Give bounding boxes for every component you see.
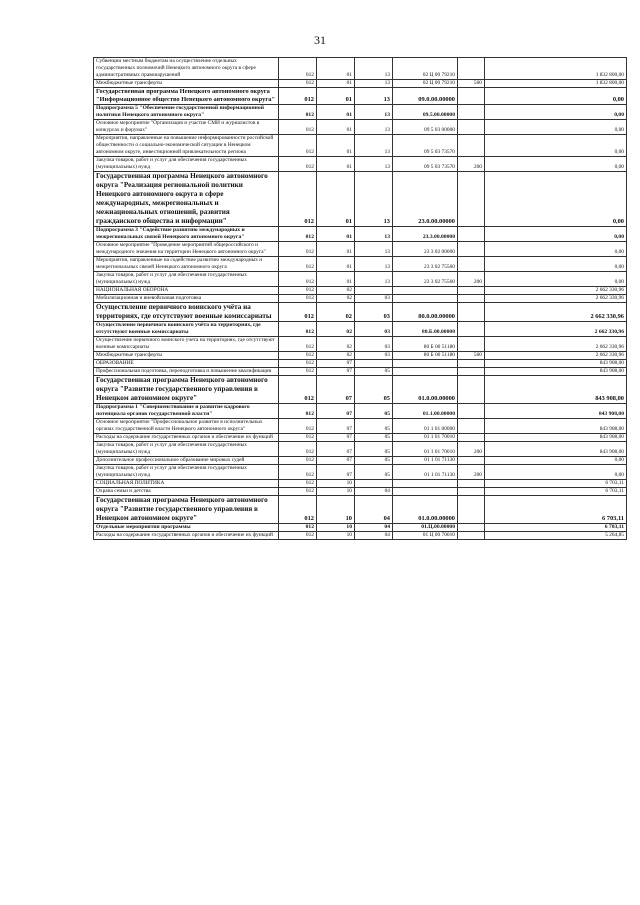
amount-cell: 0,00 (485, 172, 627, 227)
row-name-cell: Расходы на содержание государственных органов и обеспечение их функций (94, 434, 279, 442)
subsection-code-cell: 05 (355, 376, 393, 404)
amount-cell: 6 703,11 (485, 496, 627, 524)
target-article-cell: 80.0.00.00000 (393, 303, 458, 322)
table-row (94, 404, 627, 419)
amount-cell: 2 662 330,96 (485, 303, 627, 322)
amount-cell: 6 703,11 (485, 488, 627, 496)
amount-cell: 0,00 (485, 88, 627, 105)
expense-type-cell (458, 496, 485, 524)
expense-type-cell: 500 (458, 352, 485, 360)
subsection-code-cell: 05 (355, 419, 393, 434)
expense-type-cell (458, 322, 485, 337)
subsection-code-cell: 13 (355, 157, 393, 172)
target-article-cell: 23 3 02 75560 (393, 272, 458, 287)
row-name-cell: Подпрограмма 3 "Содействие развитию международных и межрегиональных связей Ненецкого автономного округа" (94, 227, 279, 242)
expense-type-cell (458, 227, 485, 242)
row-name-cell: Государственная программа Ненецкого автономного округа "Реализация региональной политики Ненецкого автономного округа в сфере международных, межрегиональных и межнациональных отношений, развития гражданского общества и информации" (94, 172, 279, 227)
section-code-cell: 02 (317, 303, 355, 322)
subsection-code-cell: 13 (355, 257, 393, 272)
ministry-code-cell: 012 (279, 488, 317, 496)
amount-cell: 6 703,11 (485, 524, 627, 532)
target-article-cell: 09 5 03 73570 (393, 157, 458, 172)
amount-cell: 1 832 800,00 (485, 58, 627, 80)
section-code-cell: 02 (317, 337, 355, 352)
ministry-code-cell: 012 (279, 295, 317, 303)
section-code-cell: 07 (317, 457, 355, 465)
target-article-cell: 01.0.00.00000 (393, 376, 458, 404)
target-article-cell (393, 295, 458, 303)
subsection-code-cell: 13 (355, 80, 393, 88)
table-row (94, 88, 627, 105)
subsection-code-cell: 04 (355, 532, 393, 540)
table-row (94, 157, 627, 172)
section-code-cell: 07 (317, 368, 355, 376)
section-code-cell: 07 (317, 419, 355, 434)
expense-type-cell (458, 172, 485, 227)
ministry-code-cell: 012 (279, 352, 317, 360)
target-article-cell: 09.5.00.00000 (393, 105, 458, 120)
row-name-cell: Осуществление первичного воинского учета на территориях, где отсутствуют военные комиссариаты (94, 337, 279, 352)
subsection-code-cell (355, 287, 393, 295)
subsection-code-cell (355, 360, 393, 368)
subsection-code-cell: 13 (355, 105, 393, 120)
table-row (94, 496, 627, 524)
table-row (94, 257, 627, 272)
target-article-cell: 09.0.00.00000 (393, 88, 458, 105)
ministry-code-cell: 012 (279, 419, 317, 434)
table-row (94, 376, 627, 404)
table-row (94, 172, 627, 227)
target-article-cell (393, 368, 458, 376)
ministry-code-cell: 012 (279, 88, 317, 105)
section-code-cell: 10 (317, 488, 355, 496)
ministry-code-cell: 012 (279, 135, 317, 157)
target-article-cell: 01 Ц 00 70010 (393, 532, 458, 540)
row-name-cell: Основное мероприятие "Профессиональное развитие в исполнительных органах государственной власти Ненецкого автономного округа" (94, 419, 279, 434)
table-row (94, 120, 627, 135)
amount-cell: 2 662 330,96 (485, 322, 627, 337)
amount-cell: 843 908,00 (485, 442, 627, 457)
subsection-code-cell: 03 (355, 322, 393, 337)
page-number: 31 (314, 33, 326, 47)
ministry-code-cell: 012 (279, 337, 317, 352)
target-article-cell: 23 3 02 75560 (393, 257, 458, 272)
section-code-cell: 07 (317, 434, 355, 442)
expense-type-cell (458, 337, 485, 352)
expense-type-cell (458, 488, 485, 496)
row-name-cell: Дополнительное профессиональное образование мировых судей (94, 457, 279, 465)
subsection-code-cell: 13 (355, 272, 393, 287)
row-name-cell: НАЦИОНАЛЬНАЯ ОБОРОНА (94, 287, 279, 295)
target-article-cell: 01 1 01 71130 (393, 465, 458, 480)
row-name-cell: Закупка товаров, работ и услуг для обеспечения государственных (муниципальных) нужд (94, 272, 279, 287)
subsection-code-cell: 04 (355, 488, 393, 496)
section-code-cell: 01 (317, 242, 355, 257)
row-name-cell: Государственная программа Ненецкого автономного округа "Развитие государственного управления в Ненецком автономном округе" (94, 496, 279, 524)
section-code-cell: 10 (317, 524, 355, 532)
target-article-cell: 01 1 01 71130 (393, 457, 458, 465)
table-row (94, 80, 627, 88)
table-row (94, 337, 627, 352)
amount-cell: 0,00 (485, 105, 627, 120)
table-row (94, 295, 627, 303)
expense-type-cell: 200 (458, 272, 485, 287)
row-name-cell: Закупка товаров, работ и услуг для обеспечения государственных (муниципальных) нужд (94, 465, 279, 480)
expense-type-cell (458, 360, 485, 368)
row-name-cell: Государственная программа Ненецкого автономного округа "Развитие государственного управления в Ненецком автономном округе" (94, 376, 279, 404)
amount-cell: 0,00 (485, 227, 627, 242)
row-name-cell: Подпрограмма 5 "Обеспечение государственной информационной политики Ненецкого автономного округа" (94, 105, 279, 120)
subsection-code-cell: 05 (355, 368, 393, 376)
subsection-code-cell: 03 (355, 352, 393, 360)
expense-type-cell (458, 532, 485, 540)
budget-table-body (94, 58, 627, 540)
section-code-cell: 01 (317, 157, 355, 172)
target-article-cell (393, 488, 458, 496)
ministry-code-cell: 012 (279, 360, 317, 368)
table-row (94, 457, 627, 465)
target-article-cell: 01.0.00.00000 (393, 496, 458, 524)
subsection-code-cell: 03 (355, 295, 393, 303)
expense-type-cell (458, 120, 485, 135)
ministry-code-cell: 012 (279, 227, 317, 242)
section-code-cell: 01 (317, 172, 355, 227)
section-code-cell: 02 (317, 287, 355, 295)
table-row (94, 303, 627, 322)
section-code-cell: 01 (317, 227, 355, 242)
row-name-cell: Мобилизационная и вневойсковая подготовка (94, 295, 279, 303)
row-name-cell: Отдельные мероприятия программы (94, 524, 279, 532)
expense-type-cell (458, 404, 485, 419)
section-code-cell: 01 (317, 80, 355, 88)
subsection-code-cell: 13 (355, 242, 393, 257)
row-name-cell: Закупка товаров, работ и услуг для обеспечения государственных (муниципальных) нужд (94, 442, 279, 457)
subsection-code-cell: 13 (355, 172, 393, 227)
ministry-code-cell: 012 (279, 404, 317, 419)
table-row (94, 488, 627, 496)
amount-cell: 843 908,00 (485, 376, 627, 404)
ministry-code-cell: 012 (279, 105, 317, 120)
amount-cell: 0,00 (485, 257, 627, 272)
section-code-cell: 07 (317, 465, 355, 480)
amount-cell: 0,00 (485, 120, 627, 135)
table-row (94, 419, 627, 434)
table-row (94, 465, 627, 480)
subsection-code-cell: 13 (355, 227, 393, 242)
amount-cell: 0,00 (485, 272, 627, 287)
section-code-cell: 01 (317, 257, 355, 272)
row-name-cell: Осуществление первичного воинского учёта на территориях, где отсутствуют военные комиссариаты (94, 322, 279, 337)
expense-type-cell (458, 303, 485, 322)
amount-cell: 2 662 330,96 (485, 352, 627, 360)
ministry-code-cell: 012 (279, 496, 317, 524)
amount-cell: 843 908,00 (485, 419, 627, 434)
expense-type-cell (458, 524, 485, 532)
subsection-code-cell: 13 (355, 120, 393, 135)
amount-cell: 843 908,00 (485, 360, 627, 368)
ministry-code-cell: 012 (279, 532, 317, 540)
expense-type-cell: 200 (458, 465, 485, 480)
table-row (94, 532, 627, 540)
expense-type-cell (458, 257, 485, 272)
section-code-cell: 07 (317, 442, 355, 457)
row-name-cell: Профессиональная подготовка, переподготовка и повышение квалификации (94, 368, 279, 376)
target-article-cell: 23 3 02 00000 (393, 242, 458, 257)
target-article-cell: 80 Б 00 51180 (393, 352, 458, 360)
expense-type-cell: 500 (458, 80, 485, 88)
target-article-cell: 01 1 01 70010 (393, 434, 458, 442)
table-row (94, 272, 627, 287)
amount-cell: 843 908,00 (485, 404, 627, 419)
section-code-cell: 02 (317, 295, 355, 303)
amount-cell: 0,00 (485, 135, 627, 157)
table-row (94, 58, 627, 80)
ministry-code-cell: 012 (279, 322, 317, 337)
section-code-cell: 01 (317, 88, 355, 105)
ministry-code-cell: 012 (279, 457, 317, 465)
expense-type-cell (458, 242, 485, 257)
amount-cell: 5 264,85 (485, 532, 627, 540)
section-code-cell: 07 (317, 404, 355, 419)
target-article-cell: 01 1 01 70010 (393, 442, 458, 457)
section-code-cell: 07 (317, 360, 355, 368)
table-row (94, 287, 627, 295)
row-name-cell: СОЦИАЛЬНАЯ ПОЛИТИКА (94, 480, 279, 488)
target-article-cell: 01.Ц.00.00000 (393, 524, 458, 532)
expense-type-cell: 200 (458, 442, 485, 457)
amount-cell: 2 662 330,96 (485, 295, 627, 303)
subsection-code-cell (355, 480, 393, 488)
row-name-cell: Субвенции местным бюджетам на осуществление отдельных государственных полномочий Ненецкого автономного округа в сфере административных правонарушений (94, 58, 279, 80)
subsection-code-cell: 05 (355, 457, 393, 465)
section-code-cell: 07 (317, 376, 355, 404)
ministry-code-cell: 012 (279, 58, 317, 80)
expense-type-cell (458, 58, 485, 80)
expense-type-cell (458, 88, 485, 105)
ministry-code-cell: 012 (279, 524, 317, 532)
target-article-cell: 01 1 01 00000 (393, 419, 458, 434)
table-row (94, 322, 627, 337)
row-name-cell: Охрана семьи и детства (94, 488, 279, 496)
expense-type-cell (458, 480, 485, 488)
expense-type-cell (458, 457, 485, 465)
expense-type-cell: 200 (458, 157, 485, 172)
table-row (94, 105, 627, 120)
expense-type-cell (458, 368, 485, 376)
row-name-cell: Межбюджетные трансферты (94, 352, 279, 360)
target-article-cell: 23.3.00.00000 (393, 227, 458, 242)
target-article-cell: 02 Ц 00 79210 (393, 80, 458, 88)
subsection-code-cell: 05 (355, 404, 393, 419)
table-row (94, 242, 627, 257)
row-name-cell: Подпрограмма 1 "Совершенствование и развитие кадрового потенциала органов государственной власти" (94, 404, 279, 419)
section-code-cell: 02 (317, 352, 355, 360)
expense-type-cell (458, 105, 485, 120)
target-article-cell: 09 5 03 73570 (393, 135, 458, 157)
ministry-code-cell: 012 (279, 368, 317, 376)
section-code-cell: 10 (317, 496, 355, 524)
section-code-cell: 01 (317, 135, 355, 157)
row-name-cell: Мероприятия, направленные на повышение информированности российской общественности о социально-экономической ситуации в Ненецком автономном округе, инвестиционной привлекательности региона (94, 135, 279, 157)
subsection-code-cell: 05 (355, 465, 393, 480)
row-name-cell: Осуществление первичного воинского учёта на территориях, где отсутствуют военные комиссариаты (94, 303, 279, 322)
row-name-cell: Расходы на содержание государственных органов и обеспечение их функций (94, 532, 279, 540)
table-row (94, 368, 627, 376)
subsection-code-cell: 03 (355, 303, 393, 322)
amount-cell: 0,00 (485, 465, 627, 480)
ministry-code-cell: 012 (279, 434, 317, 442)
row-name-cell: ОБРАЗОВАНИЕ (94, 360, 279, 368)
ministry-code-cell: 012 (279, 303, 317, 322)
table-row (94, 480, 627, 488)
ministry-code-cell: 012 (279, 272, 317, 287)
subsection-code-cell: 04 (355, 524, 393, 532)
row-name-cell: Основное мероприятие "Организация и участие СМИ и журналистов в конкурсах и форумах" (94, 120, 279, 135)
subsection-code-cell: 13 (355, 58, 393, 80)
ministry-code-cell: 012 (279, 157, 317, 172)
target-article-cell: 02 Ц 00 79210 (393, 58, 458, 80)
table-row (94, 227, 627, 242)
section-code-cell: 01 (317, 105, 355, 120)
amount-cell: 2 662 330,96 (485, 337, 627, 352)
target-article-cell (393, 360, 458, 368)
ministry-code-cell: 012 (279, 465, 317, 480)
amount-cell: 843 908,00 (485, 434, 627, 442)
row-name-cell: Мероприятия, направленные на содействие развитию международных и межрегиональных связей Ненецкого автономного округа (94, 257, 279, 272)
target-article-cell: 80 Б 00 51180 (393, 337, 458, 352)
expense-type-cell (458, 287, 485, 295)
subsection-code-cell: 05 (355, 442, 393, 457)
expense-type-cell (458, 419, 485, 434)
ministry-code-cell: 012 (279, 80, 317, 88)
ministry-code-cell: 012 (279, 172, 317, 227)
expense-type-cell (458, 295, 485, 303)
subsection-code-cell: 13 (355, 88, 393, 105)
section-code-cell: 10 (317, 532, 355, 540)
subsection-code-cell: 04 (355, 496, 393, 524)
amount-cell: 2 662 330,96 (485, 287, 627, 295)
ministry-code-cell: 012 (279, 376, 317, 404)
amount-cell: 6 703,11 (485, 480, 627, 488)
target-article-cell: 09 5 03 00000 (393, 120, 458, 135)
row-name-cell: Закупка товаров, работ и услуг для обеспечения государственных (муниципальных) нужд (94, 157, 279, 172)
ministry-code-cell: 012 (279, 242, 317, 257)
expense-type-cell (458, 376, 485, 404)
target-article-cell: 23.0.00.00000 (393, 172, 458, 227)
target-article-cell (393, 480, 458, 488)
ministry-code-cell: 012 (279, 480, 317, 488)
subsection-code-cell: 13 (355, 135, 393, 157)
section-code-cell: 01 (317, 272, 355, 287)
section-code-cell: 10 (317, 480, 355, 488)
section-code-cell: 01 (317, 58, 355, 80)
expense-type-cell (458, 434, 485, 442)
target-article-cell: 01.1.00.00000 (393, 404, 458, 419)
subsection-code-cell: 05 (355, 434, 393, 442)
section-code-cell: 01 (317, 120, 355, 135)
ministry-code-cell: 012 (279, 442, 317, 457)
target-article-cell (393, 287, 458, 295)
amount-cell: 843 908,00 (485, 368, 627, 376)
table-row (94, 135, 627, 157)
section-code-cell: 02 (317, 322, 355, 337)
table-row (94, 434, 627, 442)
amount-cell: 0,00 (485, 157, 627, 172)
row-name-cell: Межбюджетные трансферты (94, 80, 279, 88)
amount-cell: 0,00 (485, 242, 627, 257)
row-name-cell: Основное мероприятие "Проведение мероприятий общероссийского и международного значения на территории Ненецкого автономного округа" (94, 242, 279, 257)
subsection-code-cell: 03 (355, 337, 393, 352)
ministry-code-cell: 012 (279, 287, 317, 295)
table-row (94, 442, 627, 457)
table-row (94, 524, 627, 532)
amount-cell: 1 832 800,00 (485, 80, 627, 88)
ministry-code-cell: 012 (279, 120, 317, 135)
table-row (94, 360, 627, 368)
row-name-cell: Государственная программа Ненецкого автономного округа "Информационное общество Ненецкого автономного округа" (94, 88, 279, 105)
budget-table (93, 57, 627, 540)
expense-type-cell (458, 135, 485, 157)
amount-cell: 0,00 (485, 457, 627, 465)
table-row (94, 352, 627, 360)
target-article-cell: 80.Б.00.00000 (393, 322, 458, 337)
ministry-code-cell: 012 (279, 257, 317, 272)
